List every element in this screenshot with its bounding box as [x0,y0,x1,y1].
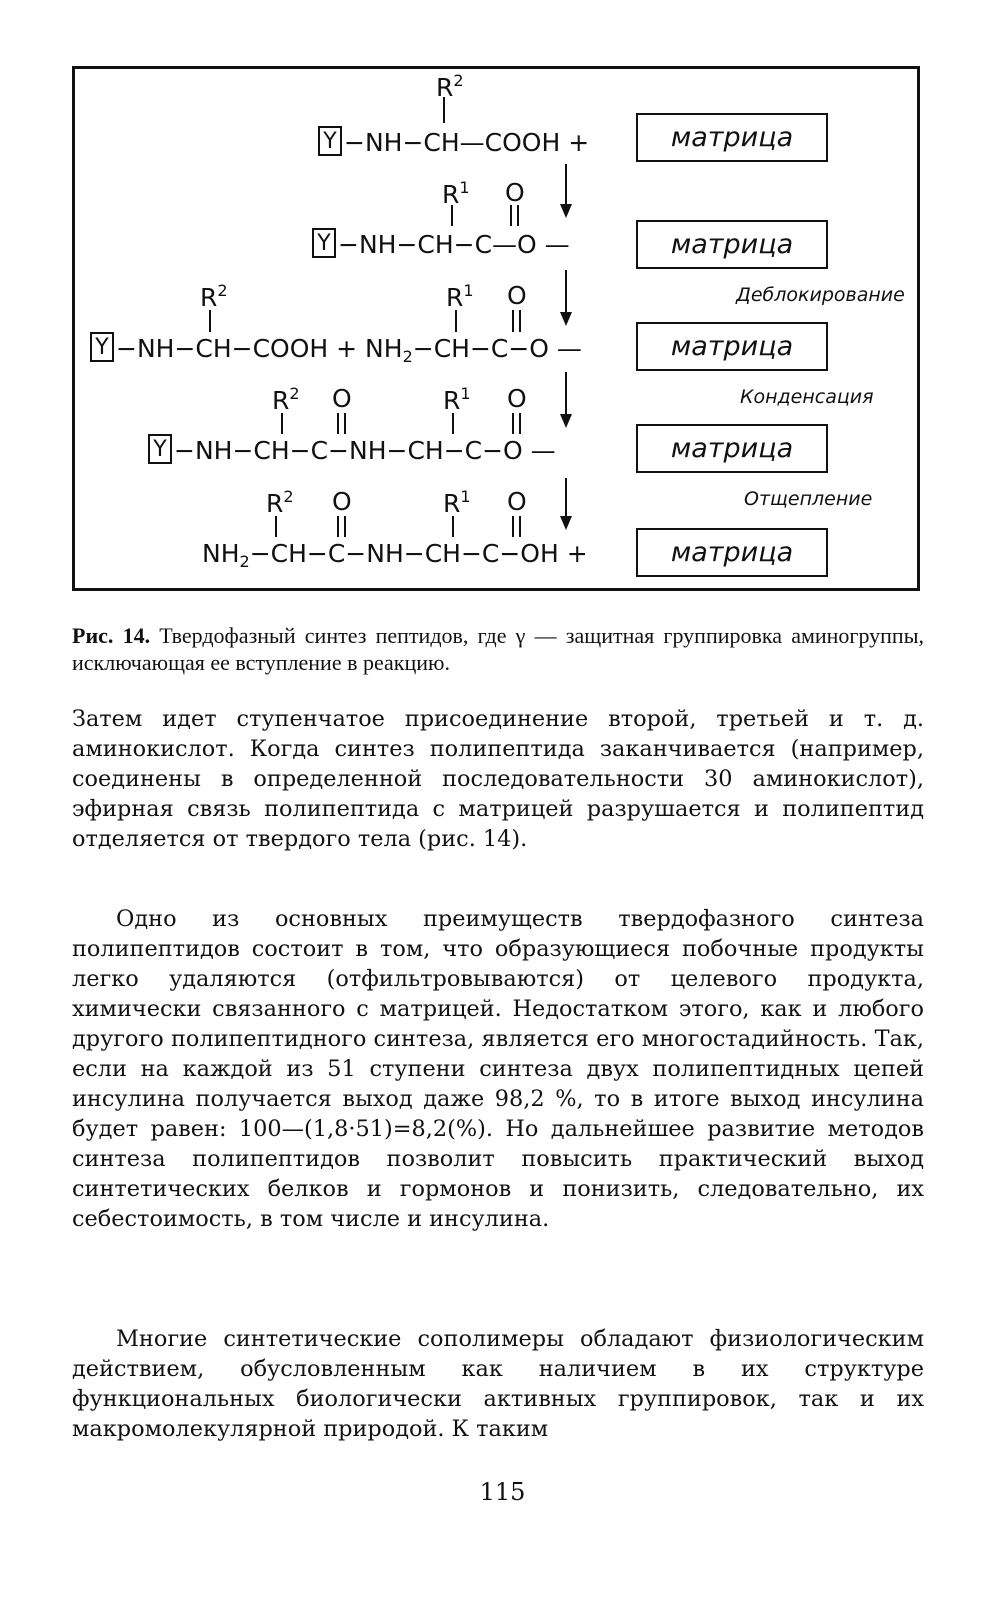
r1-group: $R^1$ [443,487,471,518]
step-label-cleavage: Отщепление [744,488,873,510]
body-paragraph-3: Многие синтетические сополимеры обладают физиологическим действием, обусловленным как наличием в их структуре функциональных биологически активных группировок, так и их макромолекулярной природой. К таким [72,1326,924,1442]
matrix-box-3: матрица [636,322,828,371]
carbonyl-oxygen: O [507,384,527,413]
carbonyl-oxygen: O [332,384,352,413]
reagent-formula: −NH−CH—COOH + [344,128,590,157]
matrix-box-2: матрица [636,220,828,269]
caption-text: Твердофазный синтез пептидов, где γ — защитная группировка аминогруппы, исключающая ее вступление в реакцию. [72,623,924,675]
r2-group: $R^2$ [272,384,300,415]
body-paragraph-1: Затем идет ступенчатое присоединение второй, третьей и т. д. аминокислот. Когда синтез полипептида заканчивается (например, соединены в определенной последовательности 30 аминокислот), эфирная связь полипептида с матрицей разрушается и полипептид отделяется от твердого тела (рис. 14). [72,706,924,852]
carbonyl-oxygen: O [332,487,352,516]
carbonyl-oxygen: O [507,487,527,516]
bound-aminoacid-formula: −NH−CH−C—O — [338,230,570,259]
r2-group: $R^2$ [436,71,464,102]
y-protecting-group: Y [90,332,114,362]
y-protecting-group: Y [148,434,172,464]
r1-group: $R^1$ [446,281,474,312]
r1-group: $R^1$ [442,178,470,209]
r1-group: $R^1$ [443,384,471,415]
matrix-box-1: матрица [636,113,828,162]
free-dipeptide-formula: $NH_2-CH-C-NH-CH-C-OH$ + [202,539,588,571]
matrix-box-4: матрица [636,424,828,473]
y-protecting-group: Y [318,126,342,156]
carbonyl-oxygen: O [507,281,527,310]
step-label-deblocking: Деблокирование [736,284,905,306]
step-label-condensation: Конденсация [740,386,874,408]
figure-caption [72,622,924,676]
caption-label: Рис. 14. [72,623,151,648]
matrix-box-5: матрица [636,528,828,577]
dipeptide-bound-formula: −NH−CH−C−NH−CH−C−O — [174,436,556,465]
r2-group: $R^2$ [200,281,228,312]
condensation-formula: −NH−CH−COOH + $NH_2-CH-C-O$ — [116,334,582,366]
carbonyl-oxygen: O [505,178,525,207]
body-paragraph-2: Одно из основных преимуществ твердофазного синтеза полипептидов состоит в том, что образующиеся побочные продукты легко удаляются (отфильтровываются) от целевого продукта, химически связанного с матрицей. Недостатком этого, как и любого другого полипептидного синтеза, является его многостадийность. Так, если на каждой из 51 ступени синтеза двух полипептидных цепей инсулина получается выход даже 98,2 %, то в итоге выход инсулина будет равен: 100—(1,8·51)=8,2(%). Но дальнейшее развитие методов синтеза полипептидов позволит повысить практический выход синтетических белков и гормонов и понизить, следовательно, их себестоимость, в том числе и инсулина. [72,906,924,1232]
y-protecting-group: Y [312,228,336,258]
r2-group: $R^2$ [266,487,294,518]
page-number: 115 [479,1478,526,1506]
